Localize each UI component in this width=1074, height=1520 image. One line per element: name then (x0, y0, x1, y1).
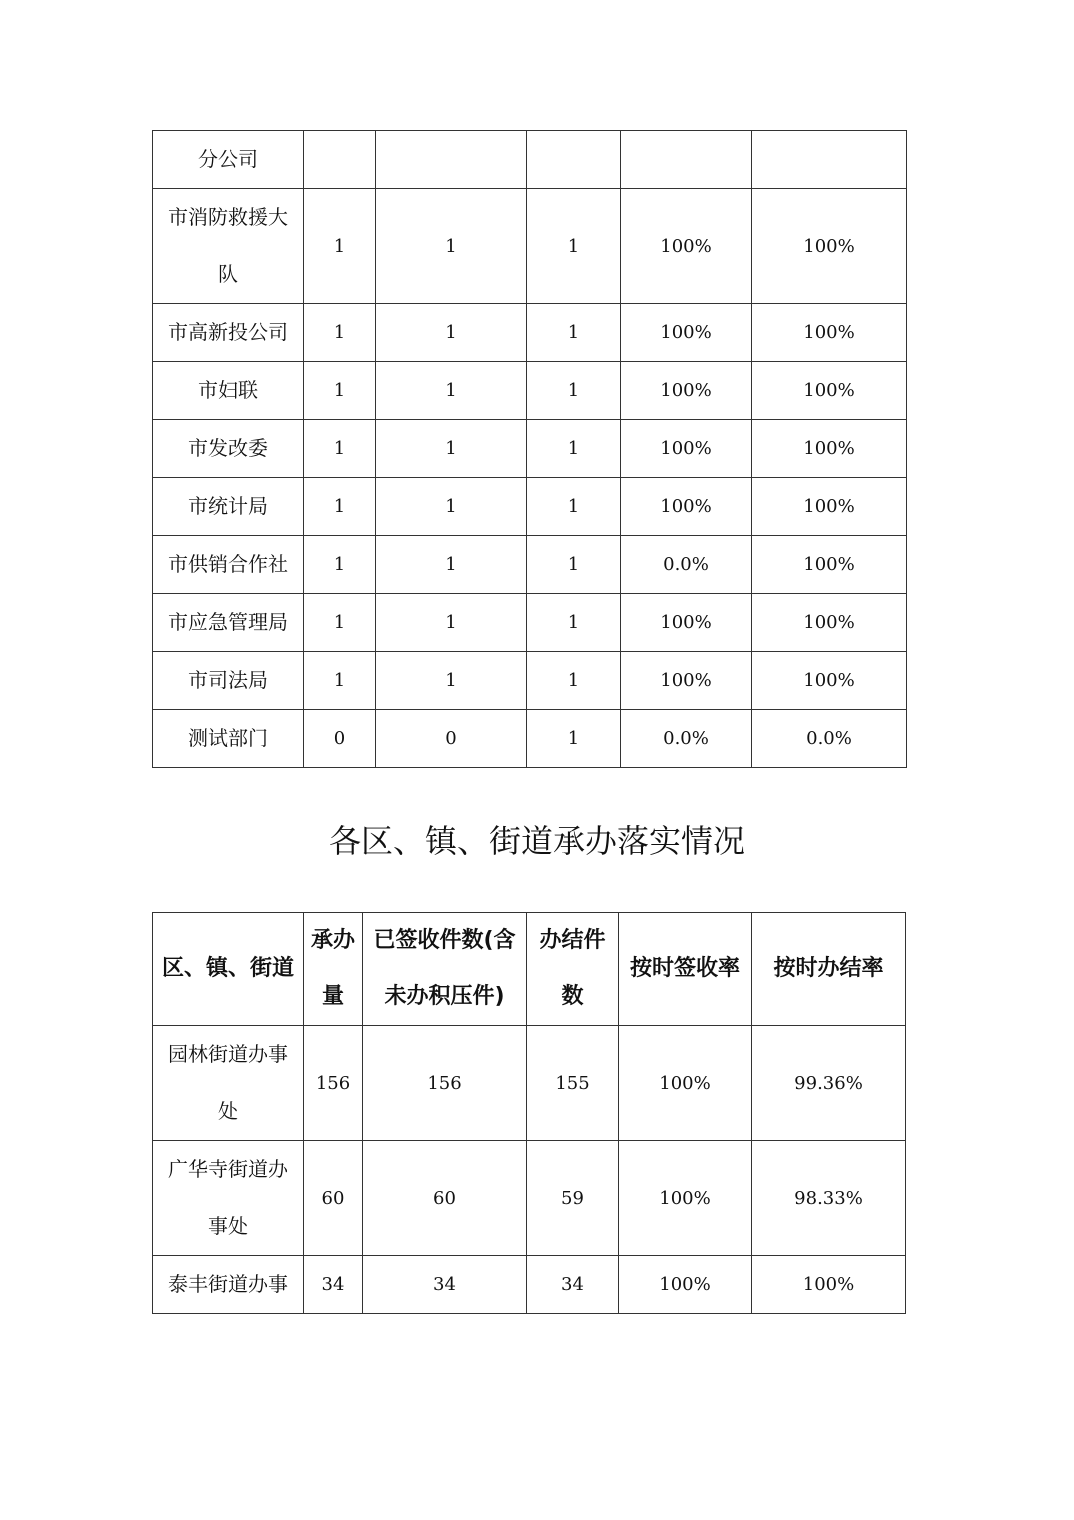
completed-cell: 1 (527, 420, 621, 478)
assigned-cell: 34 (304, 1256, 363, 1314)
ontime-sign-rate-cell: 100% (621, 478, 752, 536)
header-ontime-complete-rate: 按时办结率 (752, 913, 906, 1026)
signed-cell: 34 (363, 1256, 527, 1314)
completed-cell: 1 (527, 189, 621, 304)
dept-name-cell: 市发改委 (153, 420, 304, 478)
ontime-complete-rate-cell: 0.0% (752, 710, 907, 768)
assigned-cell (304, 131, 376, 189)
completed-cell: 1 (527, 710, 621, 768)
assigned-cell: 1 (304, 362, 376, 420)
signed-cell: 156 (363, 1026, 527, 1141)
ontime-complete-rate-cell: 100% (752, 362, 907, 420)
assigned-cell: 1 (304, 536, 376, 594)
signed-cell: 1 (376, 536, 527, 594)
assigned-cell: 60 (304, 1141, 363, 1256)
signed-cell: 1 (376, 304, 527, 362)
completed-cell: 1 (527, 478, 621, 536)
signed-cell: 1 (376, 478, 527, 536)
district-name-cell: 泰丰街道办事 (153, 1256, 304, 1314)
ontime-complete-rate-cell: 100% (752, 652, 907, 710)
table-row (153, 478, 907, 536)
ontime-complete-rate-cell: 100% (752, 189, 907, 304)
signed-cell: 1 (376, 594, 527, 652)
header-assigned: 承办量 (304, 913, 363, 1026)
header-signed: 已签收件数(含未办积压件) (363, 913, 527, 1026)
ontime-sign-rate-cell: 100% (619, 1141, 752, 1256)
table-header-row (153, 913, 906, 1026)
completed-cell: 1 (527, 652, 621, 710)
ontime-complete-rate-cell: 98.33% (752, 1141, 906, 1256)
dept-name-cell: 市司法局 (153, 652, 304, 710)
dept-name-cell: 市应急管理局 (153, 594, 304, 652)
completed-cell: 34 (527, 1256, 619, 1314)
ontime-complete-rate-cell (752, 131, 907, 189)
assigned-cell: 1 (304, 420, 376, 478)
signed-cell: 60 (363, 1141, 527, 1256)
ontime-complete-rate-cell: 100% (752, 1256, 906, 1314)
table-row (153, 1141, 906, 1256)
header-name: 区、镇、街道 (153, 913, 304, 1026)
assigned-cell: 156 (304, 1026, 363, 1141)
ontime-sign-rate-cell: 100% (619, 1026, 752, 1141)
table-row (153, 536, 907, 594)
ontime-sign-rate-cell: 0.0% (621, 710, 752, 768)
assigned-cell: 1 (304, 652, 376, 710)
completed-cell: 59 (527, 1141, 619, 1256)
completed-cell: 1 (527, 304, 621, 362)
completed-cell: 1 (527, 362, 621, 420)
district-stats-table (152, 912, 906, 1314)
dept-name-cell: 测试部门 (153, 710, 304, 768)
table-row (153, 1026, 906, 1141)
ontime-sign-rate-cell: 100% (621, 652, 752, 710)
ontime-sign-rate-cell: 100% (621, 420, 752, 478)
dept-name-cell: 市统计局 (153, 478, 304, 536)
ontime-complete-rate-cell: 100% (752, 304, 907, 362)
dept-name-cell: 市妇联 (153, 362, 304, 420)
table-row (153, 420, 907, 478)
ontime-complete-rate-cell: 100% (752, 478, 907, 536)
district-name-cell: 园林街道办事处 (153, 1026, 304, 1141)
completed-cell: 1 (527, 536, 621, 594)
table-row (153, 189, 907, 304)
ontime-sign-rate-cell: 100% (621, 594, 752, 652)
completed-cell: 155 (527, 1026, 619, 1141)
table-row (153, 362, 907, 420)
signed-cell: 1 (376, 189, 527, 304)
ontime-complete-rate-cell: 100% (752, 420, 907, 478)
section-title: 各区、镇、街道承办落实情况 (328, 822, 745, 860)
ontime-sign-rate-cell (621, 131, 752, 189)
completed-cell: 1 (527, 594, 621, 652)
ontime-sign-rate-cell: 100% (621, 189, 752, 304)
assigned-cell: 1 (304, 189, 376, 304)
signed-cell: 0 (376, 710, 527, 768)
table-row (153, 131, 907, 189)
assigned-cell: 1 (304, 594, 376, 652)
ontime-sign-rate-cell: 100% (621, 304, 752, 362)
ontime-sign-rate-cell: 100% (621, 362, 752, 420)
district-name-cell: 广华寺街道办事处 (153, 1141, 304, 1256)
ontime-complete-rate-cell: 100% (752, 594, 907, 652)
dept-name-cell: 市消防救援大队 (153, 189, 304, 304)
dept-name-cell: 分公司 (153, 131, 304, 189)
assigned-cell: 1 (304, 304, 376, 362)
ontime-complete-rate-cell: 100% (752, 536, 907, 594)
signed-cell: 1 (376, 420, 527, 478)
ontime-sign-rate-cell: 0.0% (621, 536, 752, 594)
header-ontime-sign-rate: 按时签收率 (619, 913, 752, 1026)
completed-cell (527, 131, 621, 189)
department-stats-table (152, 130, 907, 768)
table-row (153, 710, 907, 768)
table-row (153, 652, 907, 710)
table-row (153, 1256, 906, 1314)
ontime-complete-rate-cell: 99.36% (752, 1026, 906, 1141)
signed-cell (376, 131, 527, 189)
signed-cell: 1 (376, 362, 527, 420)
table-row (153, 304, 907, 362)
table-row (153, 594, 907, 652)
header-completed: 办结件数 (527, 913, 619, 1026)
ontime-sign-rate-cell: 100% (619, 1256, 752, 1314)
dept-name-cell: 市供销合作社 (153, 536, 304, 594)
assigned-cell: 0 (304, 710, 376, 768)
dept-name-cell: 市高新投公司 (153, 304, 304, 362)
signed-cell: 1 (376, 652, 527, 710)
assigned-cell: 1 (304, 478, 376, 536)
